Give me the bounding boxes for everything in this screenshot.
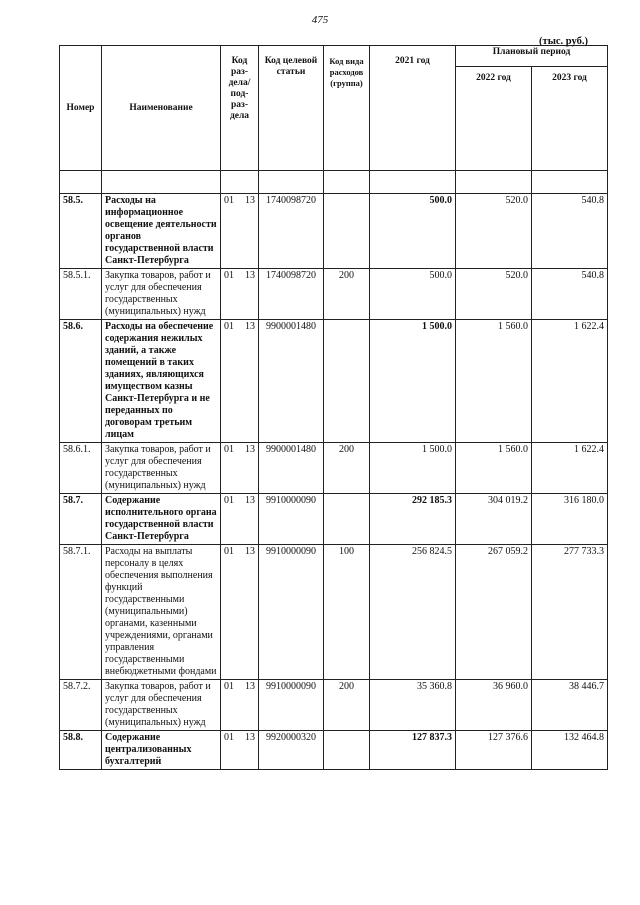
table-row bbox=[60, 443, 608, 494]
row-value-2021: 127 837.3 bbox=[370, 731, 456, 770]
unit-note: (тыс. руб.) bbox=[539, 36, 588, 47]
header-name: Наименование bbox=[102, 46, 221, 171]
spacer-cell bbox=[60, 171, 102, 194]
table-body bbox=[60, 194, 608, 770]
header-target: Код целевой статьи bbox=[259, 46, 324, 171]
row-subsection: 13 bbox=[245, 270, 255, 281]
budget-table bbox=[59, 45, 608, 770]
header-section: Код раз- дела/ под- раз- дела bbox=[221, 46, 259, 171]
row-section-code bbox=[221, 194, 259, 269]
header-number: Номер bbox=[60, 46, 102, 171]
spacer-cell bbox=[370, 171, 456, 194]
row-target-code: 1740098720 bbox=[259, 269, 324, 320]
row-expense-type bbox=[324, 194, 370, 269]
spacer-cell bbox=[221, 171, 259, 194]
row-number: 58.5. bbox=[60, 194, 102, 269]
row-value-2023: 1 622.4 bbox=[532, 320, 608, 443]
row-value-2022: 520.0 bbox=[456, 194, 532, 269]
table-row bbox=[60, 194, 608, 269]
row-number: 58.5.1. bbox=[60, 269, 102, 320]
row-value-2021: 500.0 bbox=[370, 194, 456, 269]
row-section-code bbox=[221, 731, 259, 770]
row-value-2023: 316 180.0 bbox=[532, 494, 608, 545]
row-name: Закупка товаров, работ и услуг для обеспечения государственных (муниципальных) нужд bbox=[102, 443, 221, 494]
row-section: 01 bbox=[224, 732, 234, 743]
row-value-2023: 540.8 bbox=[532, 269, 608, 320]
row-value-2022: 1 560.0 bbox=[456, 443, 532, 494]
row-section-code bbox=[221, 269, 259, 320]
row-section: 01 bbox=[224, 681, 234, 692]
row-name: Содержание исполнительного органа государственной власти Санкт-Петербурга bbox=[102, 494, 221, 545]
row-number: 58.7.2. bbox=[60, 680, 102, 731]
row-expense-type: 200 bbox=[324, 443, 370, 494]
row-name: Закупка товаров, работ и услуг для обеспечения государственных (муниципальных) нужд bbox=[102, 269, 221, 320]
row-target-code: 9910000090 bbox=[259, 494, 324, 545]
row-section-code bbox=[221, 680, 259, 731]
row-expense-type bbox=[324, 320, 370, 443]
row-target-code: 9920000320 bbox=[259, 731, 324, 770]
row-value-2022: 520.0 bbox=[456, 269, 532, 320]
row-subsection: 13 bbox=[245, 681, 255, 692]
row-value-2021: 256 824.5 bbox=[370, 545, 456, 680]
row-value-2021: 500.0 bbox=[370, 269, 456, 320]
row-section: 01 bbox=[224, 321, 234, 332]
row-value-2023: 38 446.7 bbox=[532, 680, 608, 731]
table-row bbox=[60, 731, 608, 770]
row-name: Закупка товаров, работ и услуг для обеспечения государственных (муниципальных) нужд bbox=[102, 680, 221, 731]
row-number: 58.7.1. bbox=[60, 545, 102, 680]
row-name: Расходы на обеспечение содержания нежилых зданий, а также помещений в таких зданиях, являющихся имуществом казны Санкт-Петербурга и не переданных по договорам третьим лицам bbox=[102, 320, 221, 443]
row-value-2023: 1 622.4 bbox=[532, 443, 608, 494]
spacer-cell bbox=[532, 171, 608, 194]
row-value-2021: 1 500.0 bbox=[370, 320, 456, 443]
header-year-2022: 2022 год bbox=[456, 67, 532, 171]
header-year-2023: 2023 год bbox=[532, 67, 608, 171]
row-expense-type: 100 bbox=[324, 545, 370, 680]
row-name: Расходы на выплаты персоналу в целях обеспечения выполнения функций государственными (муниципальными) органами, казенными учреждениями, органами управления государственными внебюджетными фондами bbox=[102, 545, 221, 680]
row-expense-type: 200 bbox=[324, 269, 370, 320]
row-number: 58.8. bbox=[60, 731, 102, 770]
row-target-code: 9900001480 bbox=[259, 443, 324, 494]
row-subsection: 13 bbox=[245, 495, 255, 506]
row-subsection: 13 bbox=[245, 195, 255, 206]
header-planned-period: Плановый период bbox=[456, 46, 608, 67]
table-row bbox=[60, 320, 608, 443]
row-value-2023: 540.8 bbox=[532, 194, 608, 269]
spacer-cell bbox=[259, 171, 324, 194]
table-row bbox=[60, 545, 608, 680]
row-number: 58.6. bbox=[60, 320, 102, 443]
row-expense-type: 200 bbox=[324, 680, 370, 731]
row-target-code: 9910000090 bbox=[259, 680, 324, 731]
row-value-2021: 35 360.8 bbox=[370, 680, 456, 731]
row-subsection: 13 bbox=[245, 321, 255, 332]
row-section-code bbox=[221, 443, 259, 494]
header-year-2021: 2021 год bbox=[370, 46, 456, 171]
header-expense-type: Код вида расходов (группа) bbox=[324, 46, 370, 171]
table-row bbox=[60, 269, 608, 320]
row-value-2022: 36 960.0 bbox=[456, 680, 532, 731]
row-section: 01 bbox=[224, 444, 234, 455]
row-value-2021: 1 500.0 bbox=[370, 443, 456, 494]
row-value-2022: 1 560.0 bbox=[456, 320, 532, 443]
row-target-code: 9910000090 bbox=[259, 545, 324, 680]
row-value-2021: 292 185.3 bbox=[370, 494, 456, 545]
spacer-cell bbox=[456, 171, 532, 194]
row-target-code: 1740098720 bbox=[259, 194, 324, 269]
spacer-cell bbox=[102, 171, 221, 194]
row-value-2023: 277 733.3 bbox=[532, 545, 608, 680]
row-section: 01 bbox=[224, 495, 234, 506]
table-row bbox=[60, 494, 608, 545]
row-section: 01 bbox=[224, 546, 234, 557]
row-section-code bbox=[221, 320, 259, 443]
spacer-cell bbox=[324, 171, 370, 194]
row-value-2022: 304 019.2 bbox=[456, 494, 532, 545]
page-number: 475 bbox=[311, 14, 329, 26]
row-name: Содержание централизованных бухгалтерий bbox=[102, 731, 221, 770]
row-subsection: 13 bbox=[245, 546, 255, 557]
row-section-code bbox=[221, 494, 259, 545]
row-value-2022: 127 376.6 bbox=[456, 731, 532, 770]
row-value-2023: 132 464.8 bbox=[532, 731, 608, 770]
row-expense-type bbox=[324, 494, 370, 545]
row-section: 01 bbox=[224, 270, 234, 281]
row-section: 01 bbox=[224, 195, 234, 206]
row-section-code bbox=[221, 545, 259, 680]
row-subsection: 13 bbox=[245, 444, 255, 455]
row-number: 58.7. bbox=[60, 494, 102, 545]
row-expense-type bbox=[324, 731, 370, 770]
row-target-code: 9900001480 bbox=[259, 320, 324, 443]
table-row bbox=[60, 680, 608, 731]
row-name: Расходы на информационное освещение деятельности органов государственной власти Санкт-Петербурга bbox=[102, 194, 221, 269]
row-number: 58.6.1. bbox=[60, 443, 102, 494]
row-subsection: 13 bbox=[245, 732, 255, 743]
row-value-2022: 267 059.2 bbox=[456, 545, 532, 680]
